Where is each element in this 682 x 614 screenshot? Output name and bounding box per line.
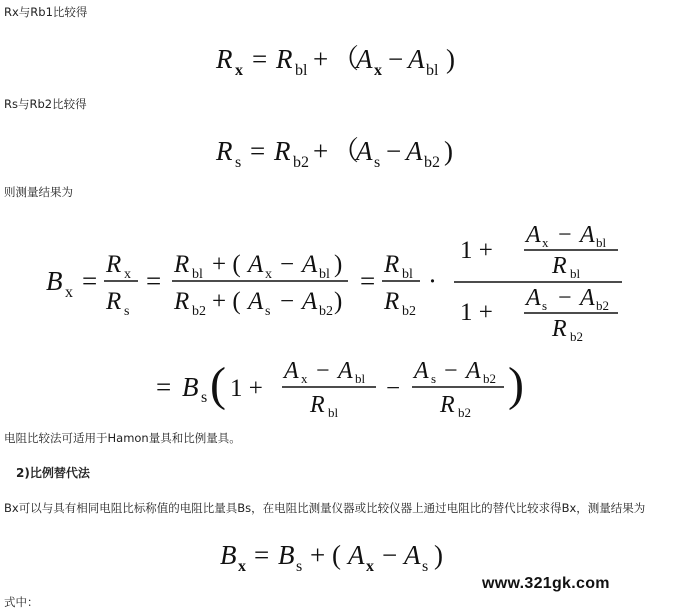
svg-text:bl: bl — [319, 267, 330, 282]
svg-text:bl: bl — [570, 266, 581, 281]
svg-text:(: ( — [210, 358, 226, 411]
svg-text:（: （ — [332, 136, 359, 166]
svg-text:R: R — [216, 44, 233, 74]
equation-bx-expanded — [150, 354, 550, 424]
svg-text:s: s — [124, 304, 130, 319]
svg-text:+: + — [313, 136, 329, 166]
svg-text:1 +: 1 + — [460, 299, 493, 326]
svg-text:R: R — [384, 251, 400, 278]
svg-text:s: s — [235, 154, 242, 171]
svg-text:R: R — [106, 288, 122, 315]
svg-text:=: = — [252, 44, 268, 74]
svg-text:A: A — [284, 358, 299, 384]
svg-text:bl: bl — [328, 405, 339, 420]
where-label: 式中： — [4, 595, 39, 609]
svg-text:bl: bl — [295, 62, 308, 79]
svg-text:A: A — [248, 251, 264, 278]
svg-text:x: x — [235, 62, 243, 79]
svg-text:x: x — [238, 558, 246, 575]
svg-text:−: − — [388, 44, 404, 74]
svg-text:x: x — [65, 284, 73, 301]
svg-text:·: · — [428, 266, 437, 296]
svg-text:bl: bl — [355, 371, 366, 386]
svg-text:+ (: + ( — [212, 288, 241, 315]
svg-text:): ) — [446, 44, 455, 74]
svg-text:−: − — [558, 222, 572, 248]
svg-text:s: s — [542, 298, 548, 313]
equation-bx-ratio — [40, 212, 640, 352]
applicability-note: 电阻比较法可适用于Hamon量具和比例量具。 — [4, 431, 241, 445]
svg-text:): ) — [434, 540, 443, 570]
svg-text:R: R — [552, 253, 567, 279]
svg-text:): ) — [508, 358, 524, 411]
svg-text:): ) — [444, 136, 453, 166]
svg-text:x: x — [301, 371, 308, 386]
rs-comparison-intro: Rs与Rb2比较得 — [4, 97, 87, 111]
svg-text:A: A — [338, 358, 353, 384]
site-watermark: www.321gk.com — [482, 575, 610, 592]
svg-text:A: A — [356, 136, 373, 166]
svg-text:B: B — [182, 372, 199, 402]
svg-text:−: − — [316, 358, 330, 384]
svg-text:(: ( — [332, 540, 341, 570]
svg-text:x: x — [124, 267, 131, 282]
svg-text:=: = — [250, 136, 266, 166]
svg-text:s: s — [201, 389, 208, 406]
svg-text:bl: bl — [426, 62, 439, 79]
rx-comparison-intro: Rx与Rb1比较得 — [4, 5, 88, 19]
svg-text:−: − — [386, 136, 402, 166]
svg-text:R: R — [274, 136, 291, 166]
svg-text:R: R — [384, 288, 400, 315]
svg-text:A: A — [404, 540, 421, 570]
svg-text:A: A — [302, 288, 318, 315]
svg-text:A: A — [408, 44, 425, 74]
svg-text:b2: b2 — [192, 304, 206, 319]
svg-text:−: − — [280, 251, 295, 278]
svg-text:+: + — [313, 44, 329, 74]
svg-text:R: R — [106, 251, 122, 278]
substitution-paragraph: Bx可以与具有相同电阻比标称值的电阻比量具Bs，在电阻比测量仪器或比较仪器上通过电阻比的替代比较求得Bx，测量结果为 — [4, 501, 646, 515]
svg-text:A: A — [580, 222, 595, 248]
svg-text:s: s — [374, 154, 381, 171]
svg-text:R: R — [552, 316, 567, 342]
svg-text:b2: b2 — [596, 298, 609, 313]
svg-text:): ) — [334, 251, 343, 278]
svg-text:b2: b2 — [402, 304, 416, 319]
svg-text:R: R — [276, 44, 293, 74]
svg-text:+: + — [310, 540, 326, 570]
svg-text:=: = — [156, 372, 172, 402]
svg-text:b2: b2 — [424, 154, 440, 171]
svg-text:b2: b2 — [483, 371, 496, 386]
svg-text:s: s — [265, 304, 271, 319]
svg-text:A: A — [406, 136, 423, 166]
svg-text:bl: bl — [192, 267, 203, 282]
svg-text:s: s — [296, 558, 303, 575]
svg-text:−: − — [444, 358, 458, 384]
svg-text:A: A — [302, 251, 318, 278]
svg-text:b2: b2 — [570, 329, 583, 344]
svg-text:=: = — [146, 266, 162, 296]
equation-rs — [210, 128, 480, 174]
svg-text:1 +: 1 + — [230, 375, 263, 402]
svg-text:−: − — [558, 285, 572, 311]
svg-text:B: B — [278, 540, 295, 570]
svg-text:R: R — [440, 392, 455, 418]
svg-text:A: A — [580, 285, 595, 311]
svg-text:+ (: + ( — [212, 251, 241, 278]
svg-text:x: x — [374, 62, 382, 79]
svg-text:=: = — [254, 540, 270, 570]
svg-text:R: R — [310, 392, 325, 418]
svg-text:B: B — [46, 266, 63, 296]
svg-text:bl: bl — [596, 235, 607, 250]
svg-text:x: x — [542, 235, 549, 250]
svg-text:R: R — [216, 136, 233, 166]
svg-text:1 +: 1 + — [460, 237, 493, 264]
svg-text:−: − — [382, 540, 398, 570]
svg-text:b2: b2 — [319, 304, 333, 319]
svg-text:−: − — [280, 288, 295, 315]
svg-text:b2: b2 — [458, 405, 471, 420]
svg-text:A: A — [356, 44, 373, 74]
svg-text:A: A — [414, 358, 429, 384]
svg-text:R: R — [174, 288, 190, 315]
svg-text:A: A — [466, 358, 481, 384]
svg-text:x: x — [366, 558, 374, 575]
svg-text:A: A — [526, 285, 541, 311]
svg-text:=: = — [82, 266, 98, 296]
equation-rx — [210, 36, 480, 82]
section-heading: 2)比例替代法 — [16, 466, 90, 480]
svg-text:A: A — [348, 540, 365, 570]
svg-text:s: s — [422, 558, 429, 575]
svg-text:x: x — [265, 267, 272, 282]
equation-bx-substitution — [214, 532, 474, 578]
svg-text:A: A — [248, 288, 264, 315]
result-intro: 则测量结果为 — [4, 185, 73, 199]
svg-text:A: A — [526, 222, 541, 248]
svg-text:（: （ — [332, 44, 359, 74]
svg-text:=: = — [360, 266, 376, 296]
svg-text:−: − — [386, 375, 401, 402]
svg-text:s: s — [431, 371, 437, 386]
svg-text:bl: bl — [402, 267, 413, 282]
svg-text:R: R — [174, 251, 190, 278]
svg-text:b2: b2 — [293, 154, 309, 171]
svg-text:B: B — [220, 540, 237, 570]
svg-text:): ) — [334, 288, 343, 315]
